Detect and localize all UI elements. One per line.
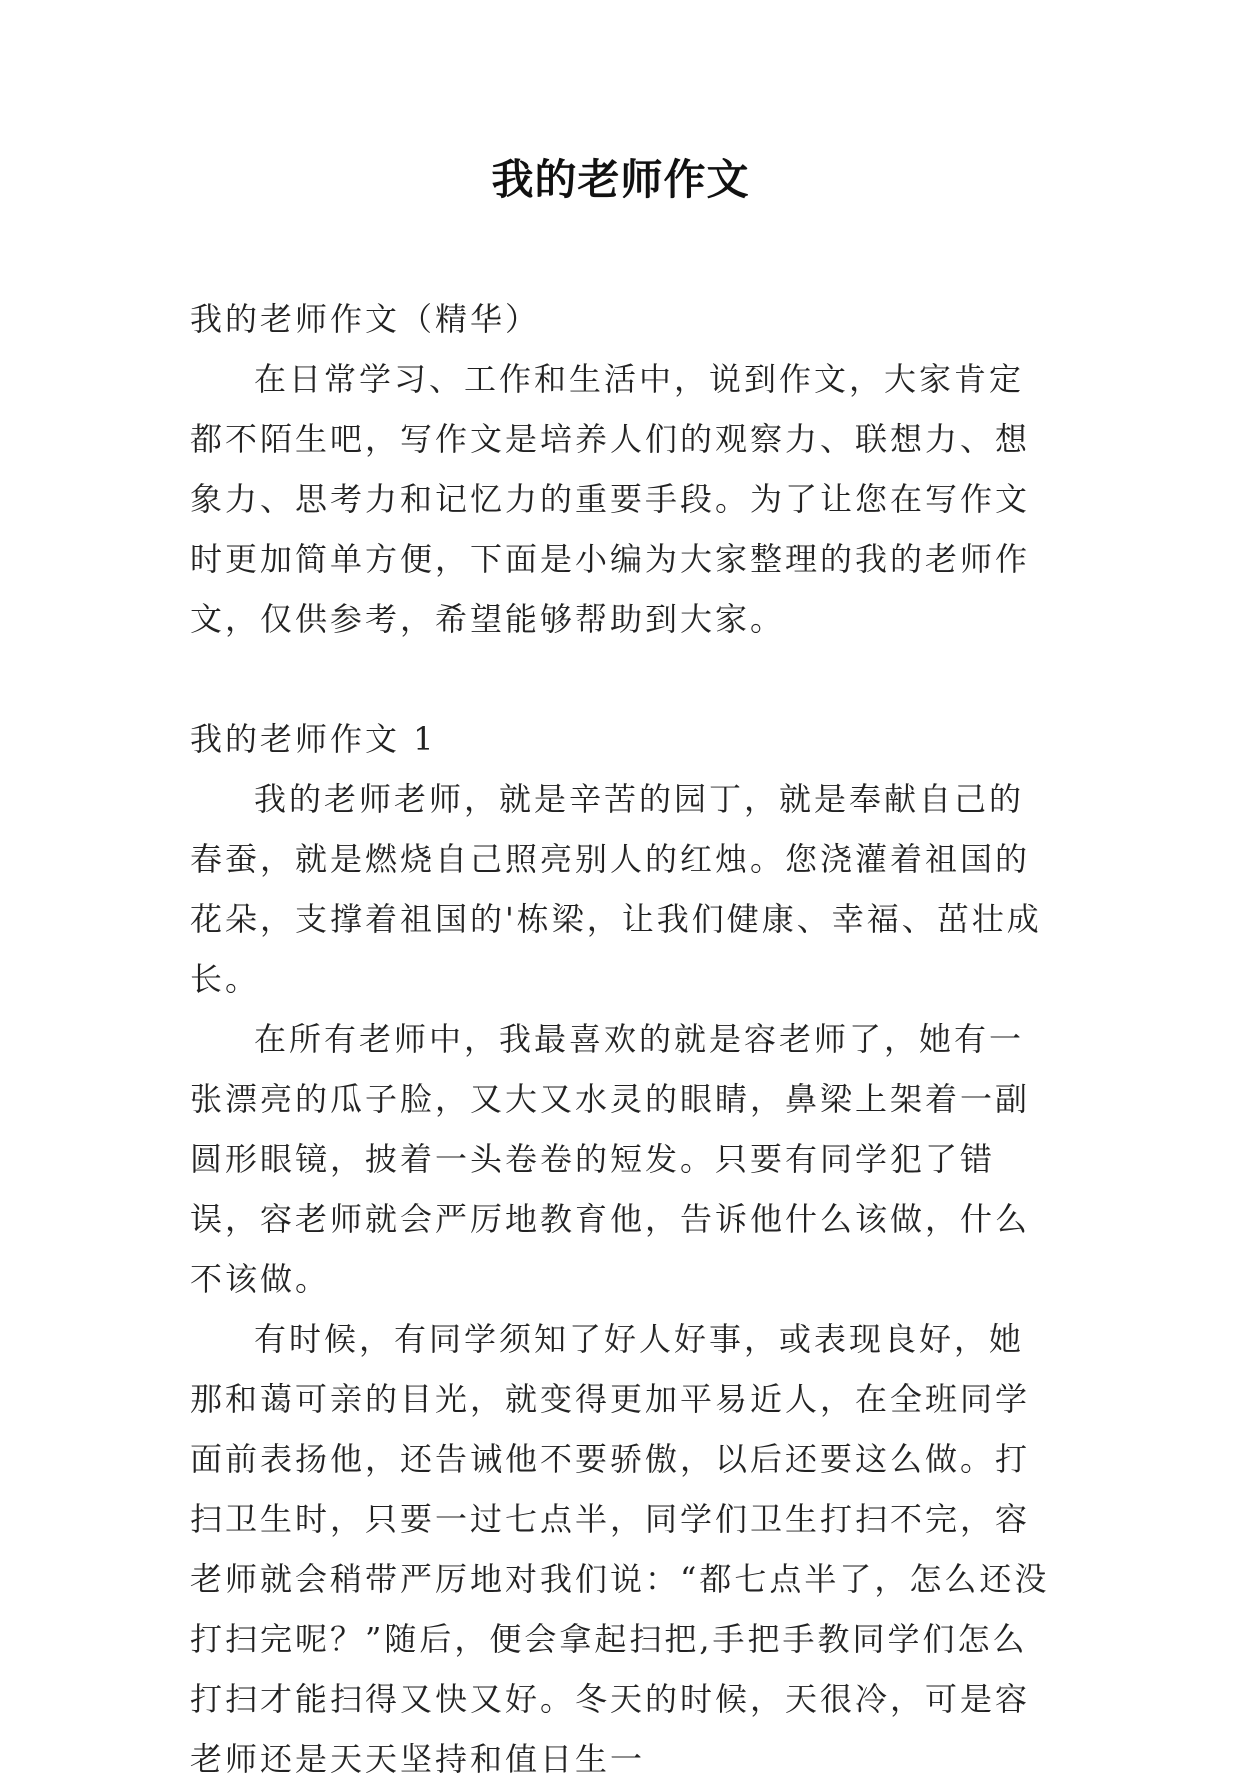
document-body [190,289,1054,1789]
document-title: 我的老师作文 [491,155,750,204]
section1-heading: 我的老师作文 1 [190,720,437,758]
intro-heading: 我的老师作文（精华） [190,300,541,338]
section1-paragraph-1: 我的老师老师，就是辛苦的园丁，就是奉献自己的春蚕，就是燃烧自己照亮别人的红烛。您浇灌着祖国的花朵，支撑着祖国的'栋梁，让我们健康、幸福、茁壮成长。 [190,780,1042,998]
intro-paragraph: 在日常学习、工作和生活中，说到作文，大家肯定都不陌生吧，写作文是培养人们的观察力、联想力、想象力、思考力和记忆力的重要手段。为了让您在写作文时更加简单方便，下面是小编为大家整理的我的老师作文，仅供参考，希望能够帮助到大家。 [190,360,1031,638]
section-spacer [190,649,1054,709]
section1-paragraph-3: 有时候，有同学须知了好人好事，或表现良好，她那和蔼可亲的目光，就变得更加平易近人，在全班同学面前表扬他，还告诫他不要骄傲，以后还要这么做。打扫卫生时，只要一过七点半，同学们卫生打扫不完，容老师就会稍带严厉地对我们说：“都七点半了，怎么还没打扫完呢？”随后，便会拿起扫把,手把手教同学们怎么打扫才能扫得又快又好。冬天的时候，天很冷，可是容老师还是天天坚持和值日生一 [190,1320,1050,1778]
section1-paragraph-2: 在所有老师中，我最喜欢的就是容老师了，她有一张漂亮的瓜子脸，又大又水灵的眼睛，鼻梁上架着一副圆形眼镜，披着一头卷卷的短发。只要有同学犯了错误，容老师就会严厉地教育他，告诉他什么该做，什么不该做。 [190,1020,1031,1298]
